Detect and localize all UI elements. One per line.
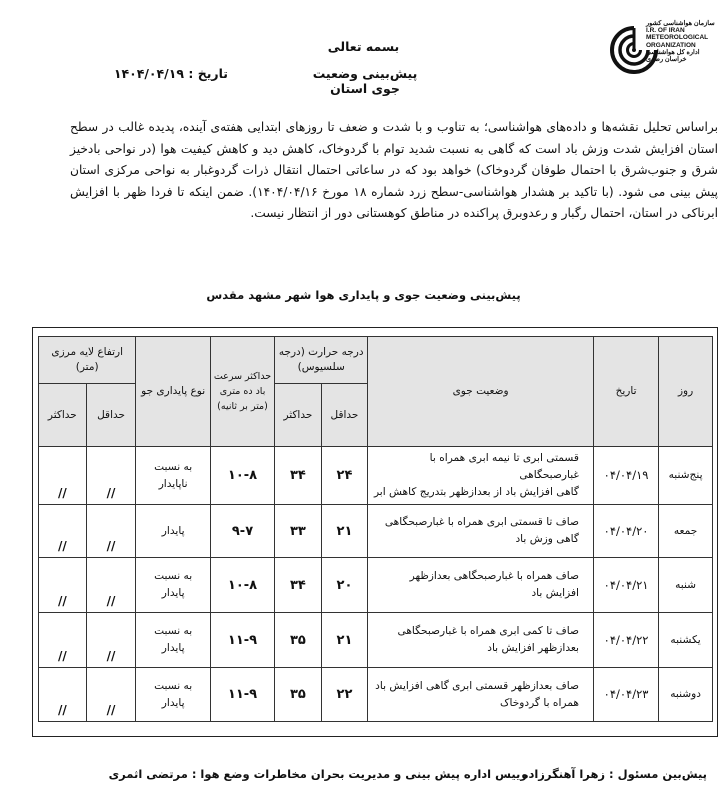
- cell-wind: ۹-۷: [210, 505, 274, 558]
- weather-line: صاف تا کمی ابری همراه با غبارصبحگاهی: [397, 625, 579, 637]
- cell-temp-min: ۲۴: [321, 447, 368, 505]
- date-value: ۱۴۰۴/۰۴/۱۹: [113, 66, 184, 81]
- cell-boundary-min: //: [86, 668, 136, 722]
- cell-stability: [136, 668, 211, 722]
- date-label: تاریخ :: [188, 66, 228, 81]
- cell-boundary-max: //: [39, 505, 87, 558]
- cell-wind: ۱۰-۸: [210, 447, 274, 505]
- table-row: [39, 505, 713, 558]
- weather-line: بعدازظهر افزایش باد: [487, 642, 579, 654]
- header-temp-max: حداکثر: [275, 384, 322, 447]
- weather-line: گاهی افزایش باد از بعدازظهر بتدریج کاهش ابر: [373, 486, 579, 498]
- cell-stability: [136, 505, 211, 558]
- logo-line-4: ORGANIZATION: [646, 41, 696, 49]
- cell-wind: ۱۱-۹: [210, 613, 274, 668]
- page-title: پیش‌بینی وضعیت جوی استان: [312, 66, 418, 96]
- header-temperature: درجه حرارت (درجه سلسیوس): [275, 337, 368, 384]
- forecast-table: [38, 336, 713, 722]
- logo-line-1: سازمان هواشناسی کشور: [646, 20, 715, 27]
- bismillah-heading: بسمه تعالی: [327, 39, 400, 54]
- cell-temp-min: ۲۲: [321, 668, 368, 722]
- cell-date: ۰۴/۰۴/۱۹: [593, 447, 658, 505]
- logo-line-5: اداره کل هواشناسی خراسان رضوی: [646, 48, 700, 64]
- cell-boundary-max: //: [39, 668, 87, 722]
- header-wind: حداکثر سرعت باد ده متری (متر بر ثانیه): [210, 337, 274, 447]
- stability-line: پایدار: [161, 642, 185, 654]
- weather-line: صاف همراه با غبارصبحگاهی بعدازظهر: [409, 570, 579, 582]
- stability-line: به نسبت: [154, 570, 193, 582]
- cell-date: ۰۴/۰۴/۲۲: [593, 613, 658, 668]
- cell-temp-max: ۳۴: [275, 447, 322, 505]
- cell-weather: [368, 668, 594, 722]
- cell-day: جمعه: [659, 505, 713, 558]
- stability-line: به نسبت: [154, 625, 193, 637]
- cell-day: پنج‌شنبه: [659, 447, 713, 505]
- header-boundary-max: حداکثر: [39, 384, 87, 447]
- stability-line: پایدار: [161, 524, 185, 537]
- logo-line-3: METEOROLOGICAL: [646, 34, 709, 42]
- header-weather: وضعیت جوی: [368, 337, 594, 447]
- department-head-signature-line: رییس اداره پیش بینی و مدیریت بحران مخاطرات وضع هوا : مرتضی اثمری: [108, 767, 527, 781]
- header-boundary-min: حداقل: [86, 384, 136, 447]
- weather-line: افزایش باد: [531, 587, 579, 599]
- cell-temp-max: ۳۳: [275, 505, 322, 558]
- cell-temp-min: ۲۱: [321, 613, 368, 668]
- table-row: [39, 447, 713, 505]
- cell-boundary-min: //: [86, 558, 136, 613]
- cell-weather: [368, 613, 594, 668]
- forecast-summary: براساس تحلیل نقشه‌ها و داده‌های هواشناسی؛ به تناوب و با شدت و ضعف تا روزهای ابتدایی هفته‌ی آینده، پدیده غالب در سطح استان افزایش شدت وزش باد است که گاهی به نسبت شدید توام با گردوخاک، کاهش دید و کاهش کیفیت هوا (در نواحی بادخیز شرق و جنوب‌شرق با احتمال طوفان گردوخاک) خواهد بود که در ساعاتی احتمال انتقال ذرات گردوغبار به نواحی مرکزی استان پیش بینی می شود. (با تاکید بر هشدار هواشناسی-سطح زرد شماره ۱۸ مورخ ۱۴۰۴/۰۴/۱۶). ضمن اینکه تا فردا ظهر با افزایش ابرناکی در استان، احتمال رگبار و رعدوبرق پراکنده در مناطق کوهستانی دور از انتظار نیست.: [70, 120, 718, 221]
- logo-line-2: I.R. OF IRAN: [646, 27, 685, 35]
- cell-day: یکشنبه: [659, 613, 713, 668]
- cell-date: ۰۴/۰۴/۲۱: [593, 558, 658, 613]
- cell-boundary-max: //: [39, 558, 87, 613]
- header-stability: نوع پایداری جو: [136, 337, 211, 447]
- cell-temp-max: ۳۵: [275, 613, 322, 668]
- stability-line: ناپایدار: [158, 477, 188, 490]
- forecaster-signature-line: پیش‌بین مسئول : زهرا آهنگرزاده: [521, 767, 707, 781]
- cell-weather: [368, 558, 594, 613]
- cell-stability: [136, 613, 211, 668]
- document-date: [88, 66, 228, 81]
- cell-boundary-max: //: [39, 613, 87, 668]
- stability-line: پایدار: [161, 587, 185, 599]
- cell-weather: [368, 505, 594, 558]
- cell-wind: ۱۰-۸: [210, 558, 274, 613]
- weather-line: گاهی وزش باد: [515, 533, 579, 545]
- table-row: [39, 558, 713, 613]
- cell-boundary-min: //: [86, 613, 136, 668]
- cell-boundary-min: //: [86, 447, 136, 505]
- header-day: روز: [659, 337, 713, 447]
- cell-boundary-min: //: [86, 505, 136, 558]
- stability-line: پایدار: [161, 696, 185, 709]
- cell-date: ۰۴/۰۴/۲۳: [593, 668, 658, 722]
- cell-temp-max: ۳۵: [275, 668, 322, 722]
- cell-temp-min: ۲۰: [321, 558, 368, 613]
- table-title: پیش‌بینی وضعیت جوی و پایداری هوا شهر مشهد مقدس: [206, 288, 521, 302]
- cell-weather: [368, 447, 594, 505]
- header-temp-min: حداقل: [321, 384, 368, 447]
- cell-day: دوشنبه: [659, 668, 713, 722]
- cell-day: شنبه: [659, 558, 713, 613]
- weather-line: همراه با گردوخاک: [500, 696, 579, 709]
- cell-wind: ۱۱-۹: [210, 668, 274, 722]
- weather-line: صاف تا قسمتی ابری همراه با غبارصبحگاهی: [384, 516, 579, 528]
- cell-temp-max: ۳۴: [275, 558, 322, 613]
- cell-boundary-max: //: [39, 447, 87, 505]
- stability-line: به نسبت: [154, 679, 193, 692]
- header-boundary-layer: ارتفاع لایه مرزی (متر): [39, 337, 136, 384]
- cell-stability: [136, 447, 211, 505]
- table-row: [39, 668, 713, 722]
- cell-stability: [136, 558, 211, 613]
- weather-line: صاف بعدازظهر قسمتی ابری گاهی افزایش باد: [375, 679, 579, 692]
- stability-line: به نسبت: [154, 460, 193, 473]
- forecast-table-frame: [32, 327, 718, 737]
- table-row: [39, 613, 713, 668]
- cell-temp-min: ۲۱: [321, 505, 368, 558]
- header-date: تاریخ: [593, 337, 658, 447]
- cell-date: ۰۴/۰۴/۲۰: [593, 505, 658, 558]
- weather-line: قسمتی ابری تا نیمه ابری همراه با غبارصبحگاهی: [429, 452, 579, 481]
